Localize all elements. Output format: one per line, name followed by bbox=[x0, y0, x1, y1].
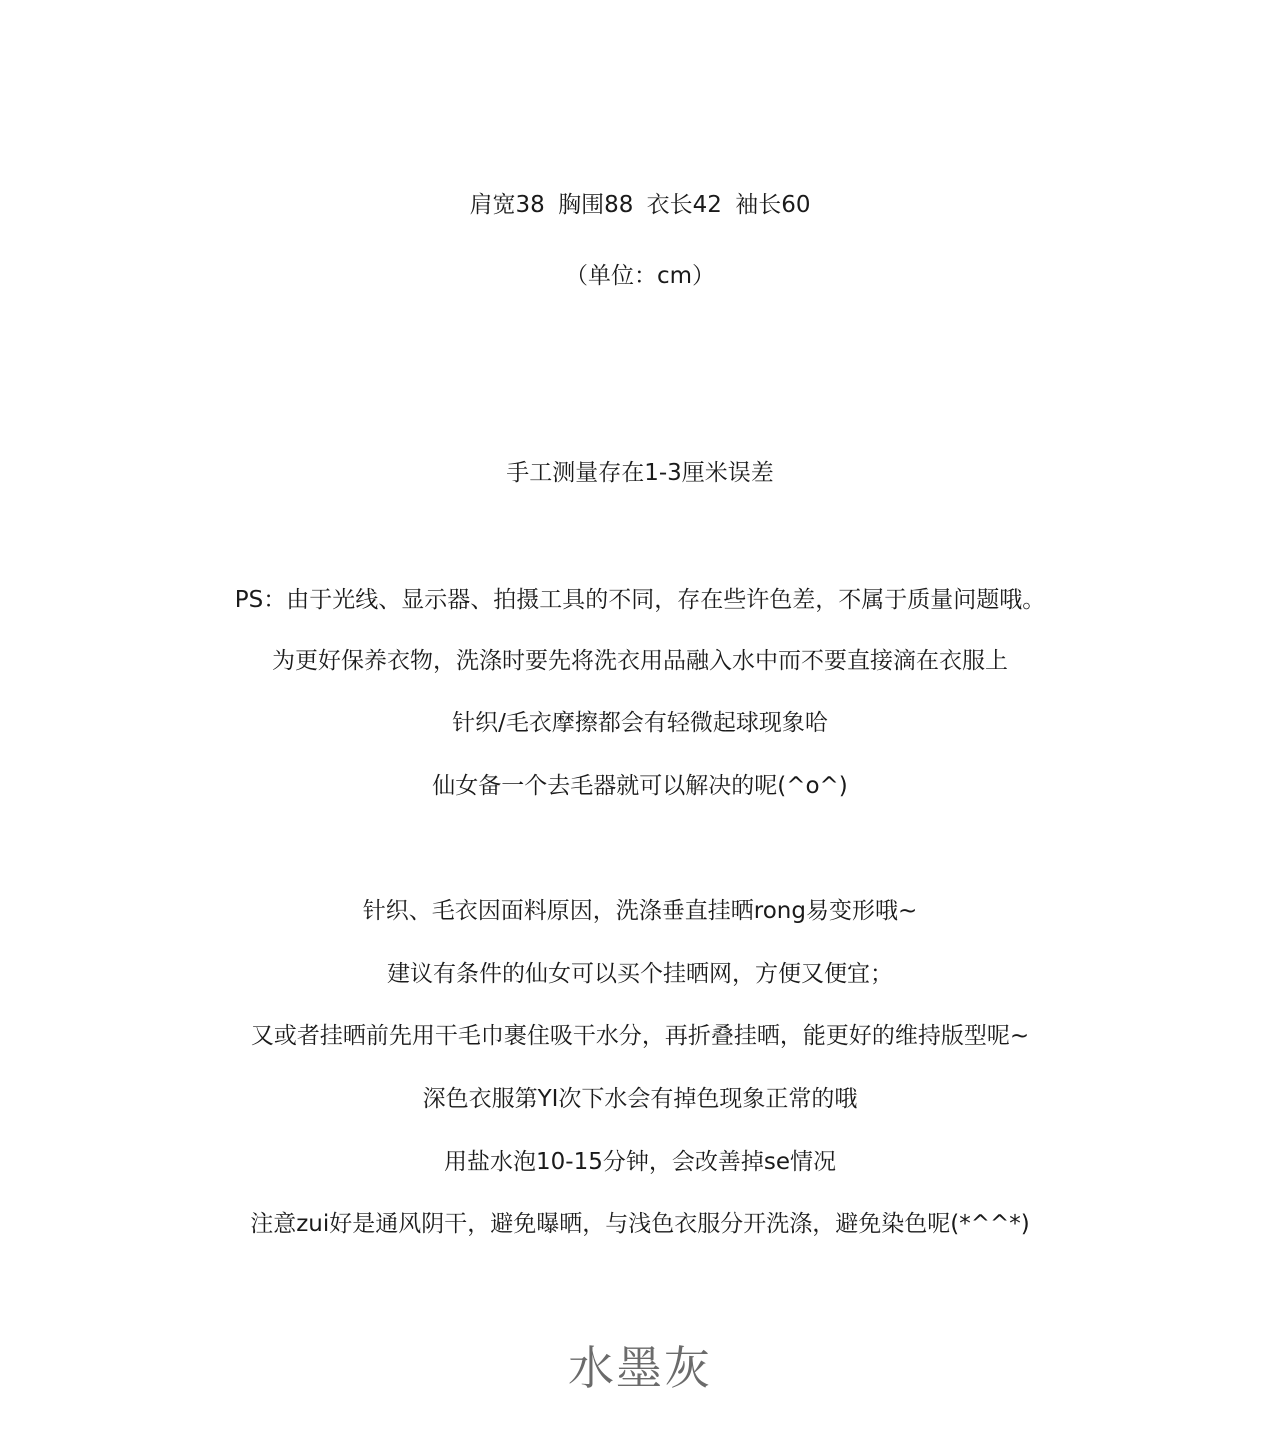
color-name-heading: 水墨灰 bbox=[568, 1341, 712, 1395]
measurement-error-note: 手工测量存在1-3厘米误差 bbox=[506, 460, 774, 486]
hanging-deform-note: 针织、毛衣因面料原因，洗涤垂直挂晒rong易变形哦~ bbox=[362, 898, 918, 924]
size-measurements: 肩宽38 胸围88 衣长42 袖长60 bbox=[469, 192, 811, 218]
drying-net-note: 建议有条件的仙女可以买个挂晒网，方便又便宜； bbox=[387, 961, 893, 987]
size-unit: （单位：cm） bbox=[564, 263, 716, 289]
dark-color-fade-note: 深色衣服第YI次下水会有掉色现象正常的哦 bbox=[422, 1086, 858, 1112]
shade-dry-note: 注意zui好是通风阴干，避免曝晒，与浅色衣服分开洗涤，避免染色呢(*^^*) bbox=[250, 1211, 1030, 1237]
lint-remover-note: 仙女备一个去毛器就可以解决的呢(^o^) bbox=[432, 773, 848, 799]
pilling-note: 针织/毛衣摩擦都会有轻微起球现象哈 bbox=[452, 710, 828, 736]
salt-water-note: 用盐水泡10-15分钟，会改善掉se情况 bbox=[444, 1149, 836, 1175]
color-difference-note: PS：由于光线、显示器、拍摄工具的不同，存在些许色差，不属于质量问题哦。 bbox=[234, 587, 1046, 613]
towel-dry-note: 又或者挂晒前先用干毛巾裹住吸干水分，再折叠挂晒，能更好的维持版型呢~ bbox=[250, 1023, 1030, 1049]
detergent-care-note: 为更好保养衣物，洗涤时要先将洗衣用品融入水中而不要直接滴在衣服上 bbox=[272, 648, 1008, 674]
